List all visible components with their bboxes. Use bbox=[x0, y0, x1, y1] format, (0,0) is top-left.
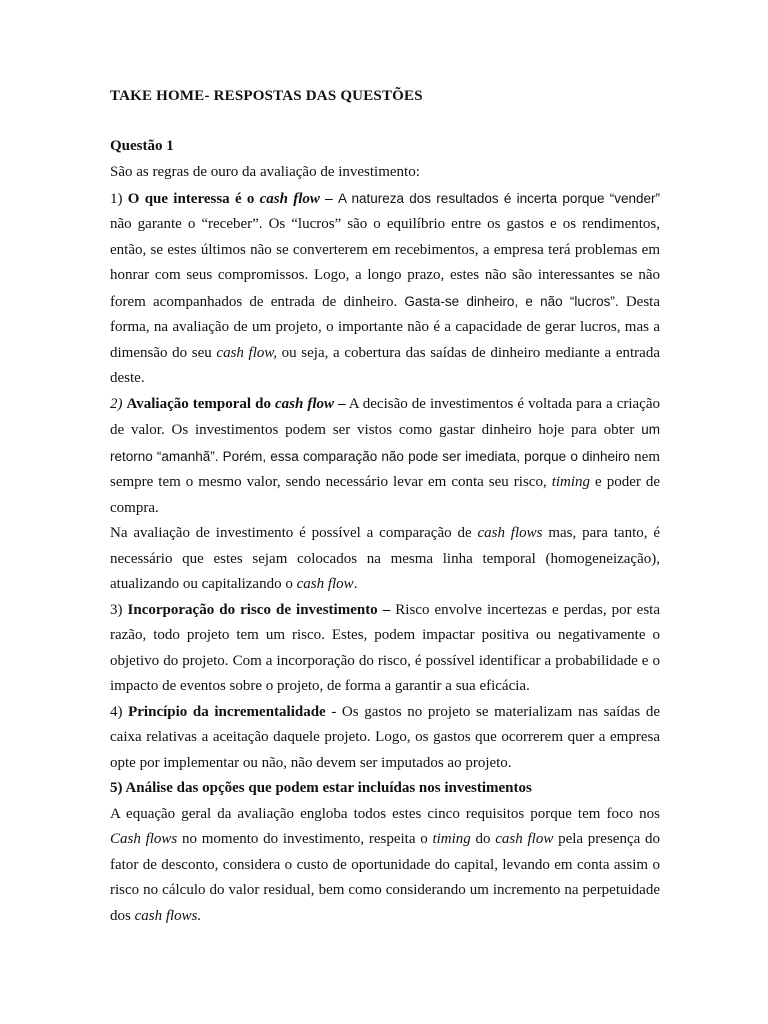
item-3-number: 3) bbox=[110, 601, 128, 618]
item-2 bbox=[110, 392, 660, 522]
item-1-sans-text: A natureza dos resultados é incerta porque “vender” bbox=[337, 190, 660, 206]
item-4-number: 4) bbox=[110, 703, 129, 720]
final-italic-d: cash flows. bbox=[134, 907, 202, 924]
intro-line: São as regras de ouro da avaliação de investimento: bbox=[110, 164, 420, 180]
item-4-heading: Princípio da incrementalidade bbox=[128, 703, 326, 720]
item-2-heading-italic: cash flow bbox=[274, 395, 335, 412]
item-1-text-c: ou seja, a cobertura das saídas de dinheiro mediante a entrada deste. bbox=[110, 344, 660, 386]
item-3 bbox=[110, 598, 660, 700]
item-2-italic-b: timing bbox=[551, 474, 591, 490]
para-na-text-a: Na avaliação de investimento é possível a comparação de bbox=[110, 525, 478, 541]
final-paragraph bbox=[110, 802, 660, 930]
final-italic-b: timing bbox=[432, 831, 471, 847]
item-3-text: Risco envolve incertezas e perdas, por esta razão, todo projeto tem um risco. Estes, podem impactar positiva ou negativamente o objetivo do projeto. Com a incorporação do risco, é possível identificar a probabilidade e o impacto de eventos sobre o projeto, de forma a garantir a sua eficácia. bbox=[110, 601, 660, 694]
item-4 bbox=[110, 700, 660, 777]
paragraph-na-avaliacao bbox=[110, 521, 660, 598]
item-2-sans-text: um retorno “amanhã”. Porém, essa comparação não pode ser imediata, porque o dinheiro bbox=[110, 422, 660, 464]
item-1-sans-text-2: Gasta-se dinheiro, e não “lucros”. bbox=[404, 293, 619, 309]
item-5-heading: Análise das opções que podem estar incluídas nos investimentos bbox=[125, 780, 532, 796]
item-1-italic-b: cash flow, bbox=[216, 344, 278, 361]
item-3-heading: Incorporação do risco de investimento – bbox=[127, 601, 391, 618]
item-5-number: 5) bbox=[110, 780, 126, 796]
final-italic-a: Cash flows bbox=[110, 831, 178, 847]
item-1-heading-text: O que interessa é o bbox=[127, 190, 260, 207]
question-heading: Questão 1 bbox=[110, 138, 174, 154]
item-2-number: 2) bbox=[110, 395, 127, 412]
item-1-heading-dash: – bbox=[319, 190, 338, 207]
item-2-text-a: A decisão de investimentos é voltada para a criação de valor. Os investimentos podem ser vistos como gastar dinheiro hoje para obter bbox=[110, 395, 660, 438]
para-na-text-c: . bbox=[353, 576, 358, 592]
item-1-text-a: não garante o “receber”. Os “lucros” são o equilíbrio entre os gastos e os rendimentos, então, se estes últimos não se converterem em recebimentos, a empresa terá problemas em honrar com seus compromissos. Logo, a longo prazo, estes não são interessantes se não forem acompanhados de entrada de dinheiro. bbox=[110, 216, 660, 310]
final-text-a: A equação geral da avaliação engloba todos estes cinco requisitos porque tem foco nos bbox=[110, 805, 660, 822]
document-title: TAKE HOME- RESPOSTAS DAS QUESTÕES bbox=[110, 88, 423, 104]
para-na-text-b: mas, para tanto, é necessário que estes sejam colocados na mesma linha temporal (homogeneização), atualizando ou capitalizando o bbox=[110, 525, 661, 592]
item-4-text: - Os gastos no projeto se materializam nas saídas de caixa relativas a aceitação daquele projeto. Logo, os gastos que ocorrerem quer a empresa opte por implementar ou não, não devem ser imputados ao projeto. bbox=[110, 703, 661, 771]
item-1 bbox=[110, 186, 660, 392]
para-na-italic-a: cash flows bbox=[477, 525, 543, 541]
item-1-number: 1) bbox=[110, 190, 128, 207]
para-na-italic-b: cash flow bbox=[296, 576, 354, 592]
item-1-text-b: Desta forma, na avaliação de um projeto, o importante não é a capacidade de gerar lucros, mas a dimensão do seu bbox=[110, 293, 660, 361]
item-2-text-b: nem sempre tem o mesmo valor, sendo necessário levar em conta seu risco, bbox=[110, 448, 660, 490]
final-italic-c: cash flow bbox=[495, 831, 554, 847]
item-1-heading-italic: cash flow bbox=[259, 190, 320, 207]
final-text-d: pela presença do fator de desconto, considera o custo de oportunidade do capital, levando em conta assim o risco no cálculo do valor residual, bem como considerando um incremento na perpetuidade dos bbox=[110, 831, 660, 924]
item-2-heading-text: Avaliação temporal do bbox=[126, 395, 275, 412]
item-1-heading bbox=[128, 191, 338, 207]
answer-body bbox=[110, 160, 660, 929]
final-text-b: no momento do investimento, respeita o bbox=[177, 831, 433, 847]
item-5 bbox=[110, 776, 660, 802]
item-2-text-c: e poder de compra. bbox=[110, 474, 660, 516]
final-text-c: do bbox=[470, 831, 496, 847]
item-2-heading bbox=[127, 396, 346, 412]
item-2-heading-dash: – bbox=[334, 395, 346, 412]
